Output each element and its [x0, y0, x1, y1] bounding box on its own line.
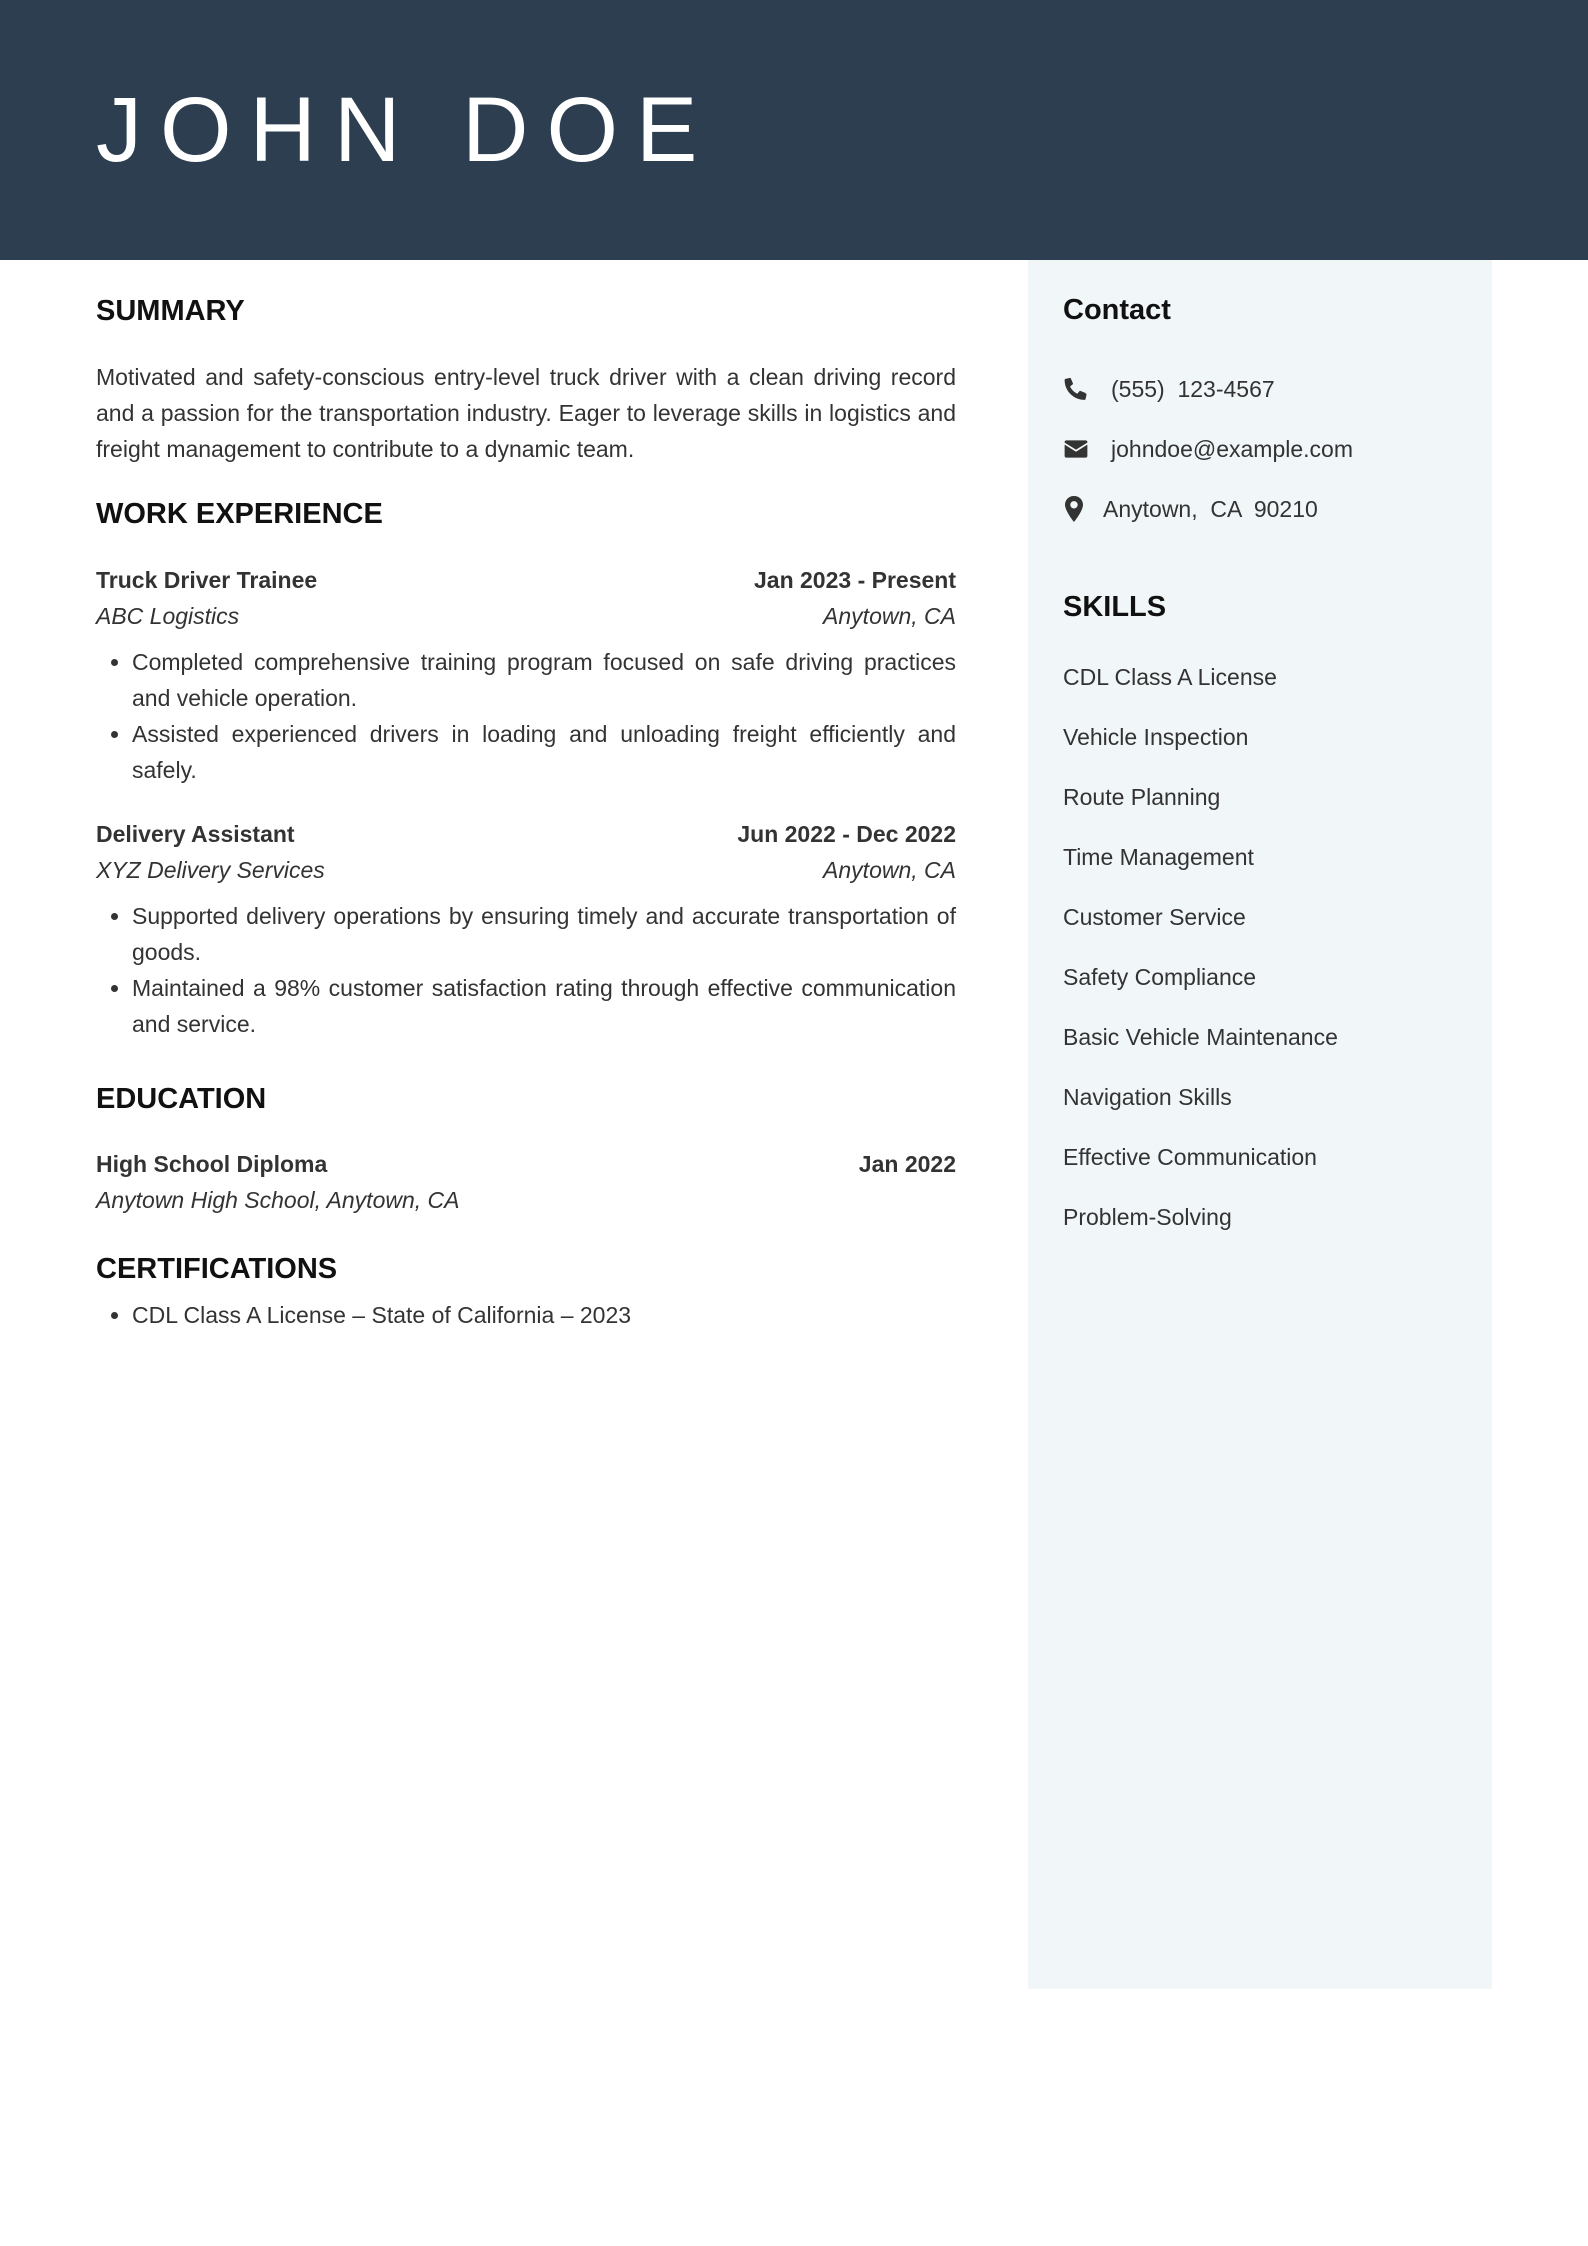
work-experience-heading: WORK EXPERIENCE — [96, 497, 383, 530]
education-heading: EDUCATION — [96, 1082, 267, 1115]
email-address: johndoe@example.com — [1111, 436, 1353, 462]
skill-item: CDL Class A License — [1063, 664, 1277, 690]
phone-icon — [1063, 376, 1089, 402]
job-bullet: • Completed comprehensive training program focused on safe driving practices and vehicle operation. — [132, 644, 956, 716]
skill-item: Safety Compliance — [1063, 964, 1257, 990]
education-entry — [96, 1146, 956, 1218]
job-dates: Jan 2023 - Present — [753, 566, 956, 593]
contact-phone — [1063, 371, 1275, 407]
summary-heading: SUMMARY — [96, 295, 245, 327]
certifications-list — [96, 1297, 956, 1333]
job-bullet: • Assisted experienced drivers in loading and unloading freight efficiently and safely. — [132, 716, 956, 788]
job-entry — [96, 816, 956, 1042]
phone-number: (555) 123-4567 — [1111, 376, 1275, 402]
location-text: Anytown, CA 90210 — [1103, 496, 1318, 522]
job-role: Delivery Assistant — [96, 820, 295, 847]
map-marker-icon — [1063, 496, 1085, 522]
skills-list — [1063, 659, 1338, 1259]
summary-text: Motivated and safety-conscious entry-level truck driver with a clean driving record and a passion for the transportation industry. Eager to leverage skills in logistics and freight management to contribute to a dynamic team. — [96, 363, 956, 462]
skill-item: Navigation Skills — [1063, 1084, 1232, 1110]
job-bullet: • Maintained a 98% customer satisfaction rating through effective communication and service. — [132, 970, 956, 1042]
job-dates: Jun 2022 - Dec 2022 — [737, 820, 956, 847]
job-company: XYZ Delivery Services — [96, 856, 325, 883]
resume-name: JOHN DOE — [96, 79, 716, 181]
job-bullets — [96, 898, 956, 1042]
contact-location — [1063, 491, 1318, 527]
job-location: Anytown, CA — [823, 856, 956, 883]
job-bullet: • Supported delivery operations by ensuring timely and accurate transportation of goods. — [132, 898, 956, 970]
education-date: Jan 2022 — [858, 1151, 956, 1178]
certification-item: • CDL Class A License – State of California – 2023 — [132, 1297, 956, 1333]
skill-item: Customer Service — [1063, 904, 1246, 930]
skill-item: Time Management — [1063, 844, 1254, 870]
job-entry — [96, 562, 956, 788]
job-company: ABC Logistics — [96, 602, 240, 629]
contact-email — [1063, 431, 1353, 467]
main-column — [96, 260, 956, 1333]
header-banner — [0, 0, 1588, 260]
skill-item: Vehicle Inspection — [1063, 724, 1249, 750]
skill-item: Basic Vehicle Maintenance — [1063, 1024, 1338, 1050]
education-degree: High School Diploma — [96, 1151, 328, 1178]
education-school: Anytown High School, Anytown, CA — [96, 1187, 460, 1214]
job-location: Anytown, CA — [823, 602, 956, 629]
skill-item: Effective Communication — [1063, 1144, 1317, 1170]
job-role: Truck Driver Trainee — [96, 566, 318, 593]
skill-item: Problem-Solving — [1063, 1204, 1232, 1230]
job-bullets — [96, 644, 956, 788]
certifications-heading: CERTIFICATIONS — [96, 1253, 338, 1286]
skills-heading: SKILLS — [1063, 591, 1167, 623]
envelope-icon — [1063, 436, 1089, 462]
contact-heading: Contact — [1063, 294, 1171, 326]
skill-item: Route Planning — [1063, 784, 1221, 810]
